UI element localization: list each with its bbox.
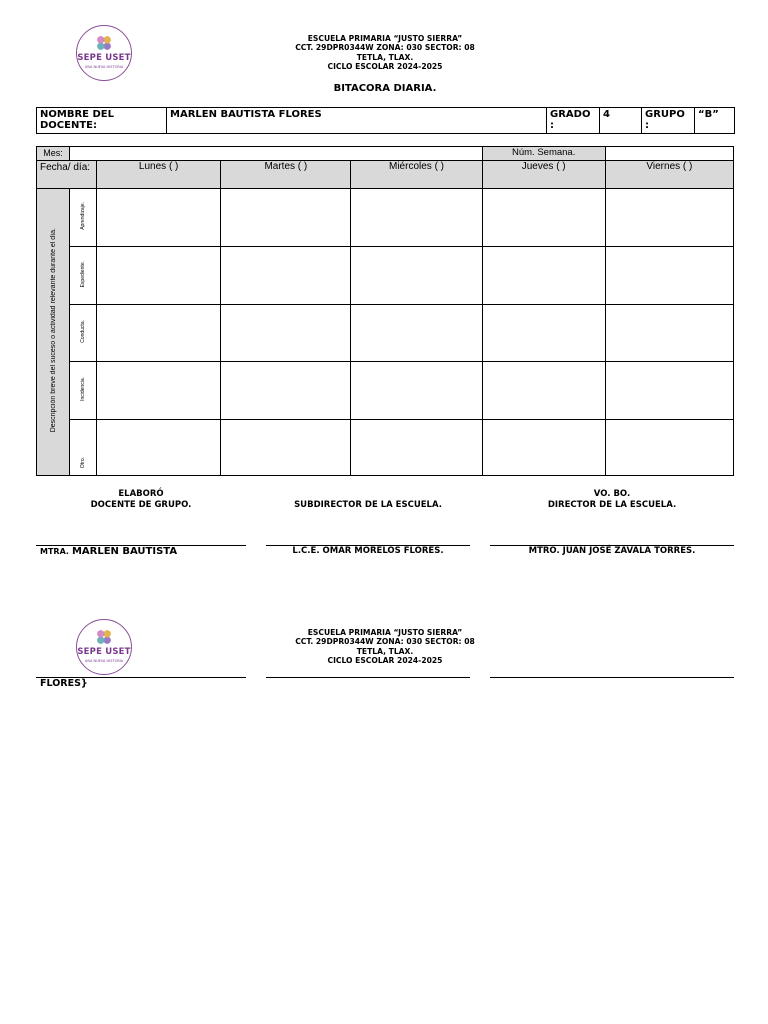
elaboro-block [36,489,246,511]
group-value: “B” [695,108,735,134]
header-line-cct: CCT. 29DPR0344W ZONA: 030 SECTOR: 08 [295,43,475,53]
teacher-info-table [36,107,735,134]
description-cell [37,189,70,476]
cell-mon-conducta[interactable] [97,305,221,362]
cell-fri-aprendizaje[interactable] [605,189,733,247]
day-wednesday: Miércoles ( ) [351,161,482,189]
date-label: Fecha/ día: [37,161,97,189]
cell-thu-aprendizaje[interactable] [482,189,605,247]
logo-tagline-repeat: UNA NUEVA HISTORIA [84,659,124,663]
cell-wed-aprendizaje[interactable] [351,189,482,247]
row-label-conducta: Conducta. [80,320,87,343]
header-line-city: TETLA, TLAX. [356,52,414,62]
cell-wed-otro[interactable] [351,420,482,476]
school-header-repeat [230,628,540,665]
month-value[interactable] [70,147,483,161]
logo-knot-icon [96,35,112,51]
cell-thu-otro[interactable] [482,420,605,476]
cell-tue-aprendizaje[interactable] [221,189,351,247]
grade-label: GRADO : [547,108,600,134]
logo-brand-repeat: SEPE USET [77,647,131,657]
week-value[interactable] [605,147,733,161]
header-line-cycle: CICLO ESCOLAR 2024-2025 [327,655,443,665]
table-row [37,247,734,305]
header-line-school: ESCUELA PRIMARIA “JUSTO SIERRA” [307,628,463,637]
row-label-cell [70,305,97,362]
elaboro-role: DOCENTE DE GRUPO. [90,500,192,510]
daily-log-table [36,146,734,476]
cell-wed-expediente[interactable] [351,247,482,305]
subdirector-name: L.C.E. OMAR MORELOS FLORES. [292,546,444,556]
row-label-incidencia: Incidencia. [80,377,87,401]
header-line-city: TETLA, TLAX. [356,646,414,656]
teacher-name: MARLEN BAUTISTA [71,546,178,557]
day-header-row [37,161,734,189]
logo-tagline: UNA NUEVA HISTORIA [84,65,124,69]
table-row [37,189,734,247]
cell-thu-conducta[interactable] [482,305,605,362]
director-role: DIRECTOR DE LA ESCUELA. [547,500,677,510]
cell-mon-expediente[interactable] [97,247,221,305]
row-label-otro: Otro. [80,456,87,468]
cell-thu-expediente[interactable] [482,247,605,305]
header-line-cycle: CICLO ESCOLAR 2024-2025 [327,61,443,71]
row-label-cell [70,362,97,420]
cell-tue-incidencia[interactable] [221,362,351,420]
logo-knot-icon [96,629,112,645]
subdirector-role: SUBDIRECTOR DE LA ESCUELA. [294,500,442,510]
month-row [37,147,734,161]
teacher-name-label: NOMBRE DEL DOCENTE: [37,108,167,134]
day-monday: Lunes ( ) [97,161,221,189]
school-logo-repeat [76,619,132,675]
logo-brand: SEPE USET [77,53,131,63]
day-tuesday: Martes ( ) [221,161,351,189]
director-block [490,489,734,511]
row-label-cell [70,189,97,247]
cell-mon-incidencia[interactable] [97,362,221,420]
vobo-heading: VO. BO. [593,489,631,499]
cell-tue-expediente[interactable] [221,247,351,305]
subdirector-signature-line-2 [266,677,470,678]
school-header [230,34,540,71]
subdirector-block [266,500,470,511]
cell-mon-otro[interactable] [97,420,221,476]
header-line-school: ESCUELA PRIMARIA “JUSTO SIERRA” [307,34,463,43]
teacher-name-value: MARLEN BAUTISTA FLORES [167,108,547,134]
cell-fri-otro[interactable] [605,420,733,476]
cell-thu-incidencia[interactable] [482,362,605,420]
row-label-aprendizaje: Aprendizaje. [80,202,87,230]
month-label: Mes: [37,147,70,161]
day-friday: Viernes ( ) [605,161,733,189]
header-line-cct: CCT. 29DPR0344W ZONA: 030 SECTOR: 08 [295,637,475,647]
director-name: MTRO. JUAN JOSÉ ZAVALA TORRES. [528,546,696,556]
week-label: Núm. Semana. [482,147,605,161]
group-label: GRUPO : [642,108,695,134]
page-title: BITACORA DIARIA. [333,83,437,94]
cell-fri-expediente[interactable] [605,247,733,305]
cell-fri-conducta[interactable] [605,305,733,362]
cell-wed-conducta[interactable] [351,305,482,362]
table-row [37,420,734,476]
row-label-expediente: Expediente. [80,260,87,288]
row-label-cell [70,420,97,476]
school-logo [76,25,132,81]
row-label-cell [70,247,97,305]
cell-tue-otro[interactable] [221,420,351,476]
cell-fri-incidencia[interactable] [605,362,733,420]
teacher-name-continued: FLORES} [40,678,88,689]
day-thursday: Jueves ( ) [482,161,605,189]
director-signature-line-2 [490,677,734,678]
cell-wed-incidencia[interactable] [351,362,482,420]
teacher-signature-name [40,546,177,557]
table-row [37,305,734,362]
description-label: Descripción breve del suceso o actividad relevante durante el día. [49,228,57,433]
cell-tue-conducta[interactable] [221,305,351,362]
grade-value: 4 [600,108,642,134]
cell-mon-aprendizaje[interactable] [97,189,221,247]
elaboro-heading: ELABORÓ [118,489,164,499]
table-row [37,362,734,420]
teacher-prefix: MTRA. [40,547,69,556]
